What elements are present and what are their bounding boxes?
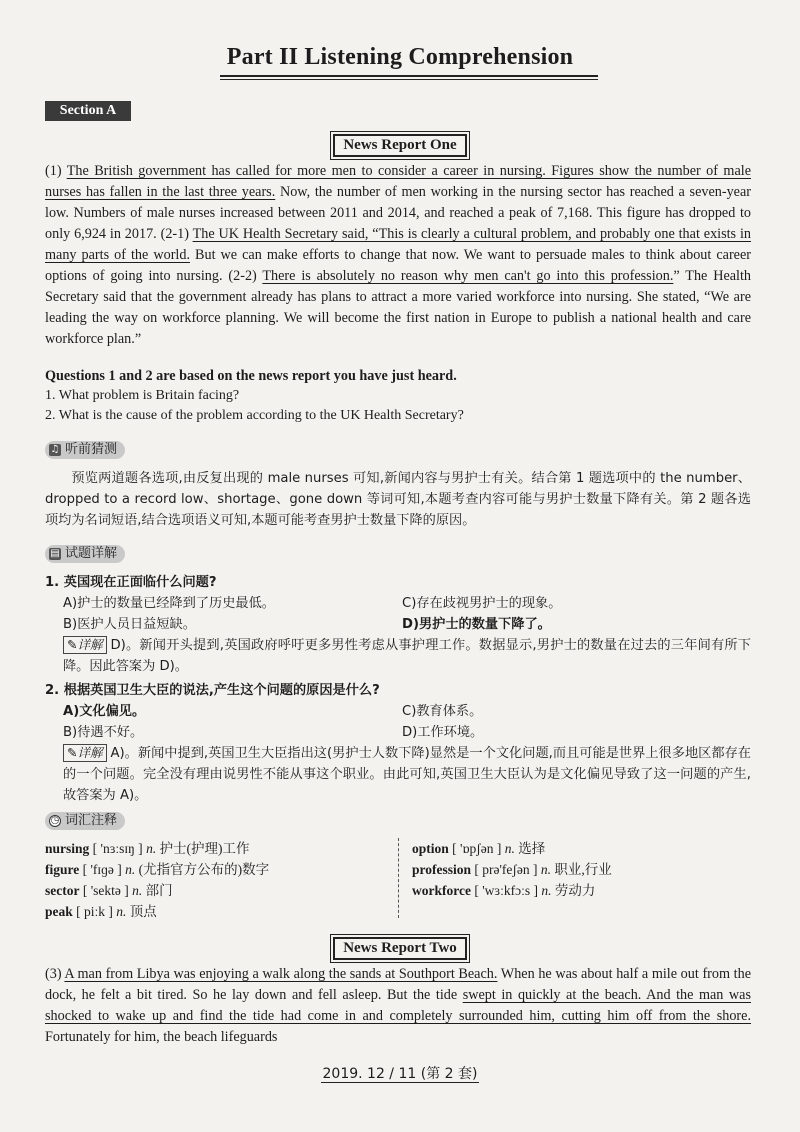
vocab-item: sector [ 'sektə ] n. 部门: [45, 883, 173, 898]
part-title: Part II Listening Comprehension: [0, 44, 800, 71]
explain-tag: ▤ 试题详解: [45, 545, 125, 563]
q1-stem: 1. 英国现在正面临什么问题?: [45, 575, 217, 590]
question-1: 1. What problem is Britain facing?: [45, 388, 240, 403]
underlined-sentence: swept in quickly at the beach. And the man was shocked to wake up and find the tide had come in and completely surrounded him, cutting him off from the shore.: [45, 987, 751, 1024]
question-2: 2. What is the cause of the problem according to the UK Health Secretary?: [45, 408, 464, 423]
paragraph-text: Fortunately for him, the beach lifeguards: [45, 1029, 278, 1045]
news-report-one-text: [45, 161, 751, 350]
predict-tag: ♫ 听前猜测: [45, 441, 125, 459]
vocab-item: profession [ prə'feʃən ] n. 职业,行业: [412, 862, 612, 877]
title-rule-top: [220, 75, 598, 77]
headphones-icon: ♫: [50, 444, 60, 455]
underlined-sentence: The British government has called for more men to consider a career in nursing. Figures show the number of male nurses has fallen in the last three years.: [45, 163, 751, 200]
q1-option-d: D)男护士的数量下降了。: [402, 617, 551, 632]
vocab-divider: [398, 838, 399, 918]
vocab-item: nursing [ 'nɜːsɪŋ ] n. 护士(护理)工作: [45, 841, 250, 856]
vocab-item: option [ 'ɒpʃən ] n. 选择: [412, 841, 546, 856]
clock-icon: ◷: [50, 815, 60, 826]
q2-option-b: B)待遇不好。: [63, 725, 144, 740]
underlined-sentence: The UK Health Secretary said, “This is clearly a cultural problem, and probably one that exists in many parts of the world.: [45, 226, 751, 263]
predict-text: 预览两道题各选项,由反复出现的 male nurses 可知,新闻内容与男护士有关。结合第 1 题选项中的 the number、dropped to a record low、shortage、gone down 等词可知,本题考查内容可能与男护士数量下降有关。第 2 题各选项均为名词短语,结合选项语义可知,本题可能考查男护士数量下降的原因。: [45, 471, 751, 528]
q2-option-a: A)文化偏见。: [63, 704, 146, 719]
q1-option-c: C)存在歧视男护士的现象。: [402, 596, 562, 611]
underlined-sentence: There is absolutely no reason why men can't go into this profession.: [262, 268, 674, 284]
vocab-right-list: [412, 838, 612, 901]
vocab-left-list: [45, 838, 269, 922]
news-report-two-text: [45, 964, 751, 1048]
q2-explanation: ✎详解 A)。新闻中提到,英国卫生大臣指出这(男护士人数下降)显然是一个文化问题,而且可能是世界上很多地区都存在的一个问题。完全没有理由说男性不能从事这个职业。由此可知,英国卫生大臣认为是文化偏见导致了这一问题的产生,故答案为 A)。: [63, 745, 751, 803]
title-rule-bottom: [220, 79, 598, 80]
news-report-one-title: News Report One: [0, 134, 800, 157]
paragraph-text: But we can make efforts to change that now. We want to persuade males to think about career options of going into nursing. (2-2): [45, 247, 751, 284]
paragraph-text: When he was about half a mile out from the dock, he felt a bit tired. So he lay down and fell asleep. But the tide: [45, 966, 751, 1003]
paragraph-text: Now, the number of men working in the nursing sector has reached a seven-year low. Numbers of male nurses increased between 2011 and 2014, and reached a peak of 7,168. This figure has dropped to only 6,924 in 2017. (2-1): [45, 184, 751, 242]
vocab-item: figure [ 'fɪɡə ] n. (尤指官方公布的)数字: [45, 862, 270, 877]
q2-stem: 2. 根据英国卫生大臣的说法,产生这个问题的原因是什么?: [45, 683, 380, 698]
vocab-item: peak [ piːk ] n. 顶点: [45, 904, 157, 919]
book-icon: ▤: [50, 548, 60, 559]
page-footer: 2019. 12 / 11 (第 2 套): [322, 1066, 478, 1082]
explain-badge: ✎详解: [63, 744, 107, 762]
q2-option-c: C)教育体系。: [402, 704, 483, 719]
underlined-sentence: A man from Libya was enjoying a walk along the sands at Southport Beach.: [64, 966, 498, 982]
section-a-label: Section A: [45, 101, 131, 121]
explain-badge: ✎详解: [63, 636, 107, 654]
q1-option-a: A)护士的数量已经降到了历史最低。: [63, 596, 275, 611]
questions-heading: Questions 1 and 2 are based on the news report you have just heard.: [45, 368, 457, 384]
vocab-item: workforce [ 'wɜːkfɔːs ] n. 劳动力: [412, 883, 596, 898]
news-report-two-title: News Report Two: [0, 937, 800, 960]
q1-option-b: B)医护人员日益短缺。: [63, 617, 196, 632]
paragraph-text: ” The Health Secretary said that the government already has plans to attract a more varied workforce into nursing. She stated, “We are leading the way on workforce planning. We will become the first nation in Europe to publish a national health and care workforce plan.”: [45, 268, 752, 347]
paragraph-text: (3): [45, 966, 65, 982]
paragraph-text: (1): [45, 163, 67, 179]
vocab-tag: ◷ 词汇注释: [45, 812, 125, 830]
q2-option-d: D)工作环境。: [402, 725, 484, 740]
q1-explanation: ✎详解 D)。新闻开头提到,英国政府呼吁更多男性考虑从事护理工作。数据显示,男护士的数量在过去的三年间有所下降。因此答案为 D)。: [63, 637, 751, 674]
